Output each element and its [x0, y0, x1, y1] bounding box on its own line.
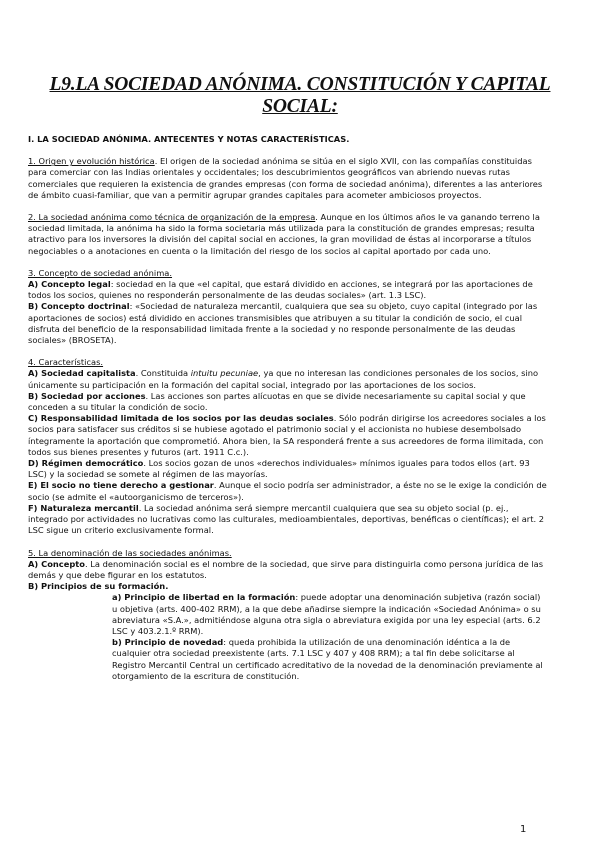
- concepto-legal: [28, 279, 548, 301]
- denominacion-a-text: . La denominación social es el nombre de la sociedad, que sirve para distinguirla como persona jurídica de las demás y que debe figurar en los estatutos.: [28, 558, 544, 580]
- caract-a-text2: , ya que no interesan las condiciones personales de los socios, sino únicamente su participación en la formación del capital social, integrado por las aportaciones de los socios.: [28, 368, 539, 390]
- caract-e-text: . Aunque el socio podría ser administrador, a éste no se le exige la condición de socio (se admite el «autoorganicismo de terceros»).: [28, 480, 547, 502]
- caract-b: [28, 391, 548, 413]
- principio-libertad-label: a) Principio de libertad en la formación: [112, 592, 296, 603]
- denominacion-heading: 5. La denominación de las sociedades anónimas.: [28, 547, 232, 558]
- caract-f-text: . La sociedad anónima será siempre mercantil cualquiera que sea su objeto social (p. ej., integrado por actividades no lucrativas como las culturales, medioambientales, deportivas, benéficas o científicas); el art. 2 LSC sigue un criterio exclusivamente formal.: [28, 502, 545, 536]
- section-heading: I. LA SOCIEDAD ANÓNIMA. ANTECENTES Y NOTAS CARACTERÍSTICAS.: [28, 134, 350, 144]
- caract-a-text1: . Constituida: [135, 368, 191, 379]
- origen-heading: 1. Origen y evolución histórica: [28, 156, 155, 167]
- denominacion-a-label: A) Concepto: [28, 558, 85, 569]
- caract-d-label: D) Régimen democrático: [28, 458, 144, 469]
- concepto-doctrinal-text: : «Sociedad de naturaleza mercantil, cualquiera que sea su objeto, cuyo capital (integrado por las aportaciones de socios) está dividido en acciones transmisibles que atribuyen a su titular la condición de socio, el cual disfruta del beneficio de la responsabilidad limitada frente a la sociedad y no responde personalmente de las deudas sociales» (BROSETA).: [28, 301, 538, 346]
- page-number: 1: [520, 824, 527, 835]
- principio-libertad: [28, 592, 548, 637]
- tecnica-text: . Aunque en los últimos años le va ganando terreno la sociedad limitada, la anónima ha sido la forma societaria más utilizada para la constitución de grandes empresas; resulta atractivo para los inversores la división del capital social en acciones, la gran movilidad de éstas al incorporarse a títulos negociables o a anotaciones en cuenta o la limitación del riesgo de los socios al capital aportado por cada uno.: [28, 212, 540, 256]
- principio-libertad-text: : puede adoptar una denominación subjetiva (razón social) u objetiva (arts. 400-402 RRM), a la que debe añadirse siempre la indicación «Sociedad Anónima» o su abreviatura «S.A.», admitiéndose alguna otra sigla o abreviatura exigida por una ley especial (arts. 6.2 LSC y 403.2.1.º RRM).: [112, 592, 541, 636]
- concepto-doctrinal: [28, 301, 548, 346]
- caract-d: [28, 458, 548, 480]
- concepto-doctrinal-label: B) Concepto doctrinal: [28, 301, 130, 312]
- document-title: L9.LA SOCIEDAD ANÓNIMA. CONSTITUCIÓN Y CAPITAL SOCIAL:: [49, 74, 551, 117]
- caracteristicas-heading: 4. Características.: [28, 357, 104, 368]
- caract-a: [28, 368, 548, 390]
- caract-b-text: . Las acciones son partes alícuotas en que se divide necesariamente su capital social y que conceden a su titular la condición de socio.: [28, 390, 526, 413]
- concepto-heading: 3. Concepto de sociedad anónima.: [28, 267, 173, 278]
- caract-f-label: F) Naturaleza mercantil: [28, 502, 139, 513]
- caract-a-label: A) Sociedad capitalista: [28, 368, 136, 379]
- concepto-legal-text: : sociedad en la que «el capital, que estará dividido en acciones, se integrará por las aportaciones de todos los socios, quienes no responderán personalmente de las deudas sociales» (art. 1.3 LSC).: [28, 279, 533, 301]
- caract-d-text: . Los socios gozan de unos «derechos individuales» mínimos iguales para todos ellos (art. 93 LSC) y la sociedad se somete al régimen de las mayorías.: [28, 458, 530, 480]
- caract-c-label: C) Responsabilidad limitada de los socios por las deudas sociales: [28, 413, 334, 424]
- denominacion-a: [28, 559, 548, 581]
- origen-text: . El origen de la sociedad anónima se sitúa en el siglo XVII, con las compañías constituidas para comerciar con las Indias orientales y occidentales; los descubrimientos geográficos van abriendo nuevas rutas comerciales que requieren la existencia de grandes empresas (con forma de sociedad anónima), diferentes a las anteriores de ámbito cuasi-familiar, que van a permitir agrupar grandes capitales para acometer ambiciosos proyectos.: [28, 156, 543, 200]
- caract-e-label: E) El socio no tiene derecho a gestionar: [28, 480, 214, 491]
- tecnica-heading: 2. La sociedad anónima como técnica de organización de la empresa: [28, 212, 316, 223]
- caract-b-label: B) Sociedad por acciones: [28, 390, 146, 401]
- principio-novedad: [28, 637, 548, 682]
- paragraph-tecnica: [28, 212, 548, 257]
- denominacion-b: B) Principios de su formación.: [28, 581, 169, 592]
- concepto-legal-label: A) Concepto legal: [28, 279, 111, 290]
- paragraph-origen: [28, 156, 548, 201]
- principio-novedad-text: : queda prohibida la utilización de una denominación idéntica a la de cualquier otra sociedad preexistente (arts. 7.1 LSC y 407 y 408 RRM); a tal fin debe solicitarse al Registro Mercantil Central un certificado acreditativo de la novedad de la denominación previamente al otorgamiento de la escritura de constitución.: [112, 637, 543, 681]
- caract-c: [28, 413, 548, 458]
- principio-novedad-label: b) Principio de novedad: [112, 637, 224, 648]
- caract-c-text: . Sólo podrán dirigirse los acreedores sociales a los socios para satisfacer sus créditos si se hubiese agotado el patrimonio social y el accionista no hubiese desembolsado íntegramente la aportación que comprometió. Ahora bien, la SA responderá frente a sus acreedores de forma ilimitada, con todos sus bienes presentes y futuros (art. 1911 C.c.).: [28, 413, 546, 457]
- caract-f: [28, 503, 548, 537]
- caract-a-italic: intuitu pecuniae: [190, 368, 259, 379]
- caract-e: [28, 480, 548, 502]
- document-body: [28, 134, 548, 682]
